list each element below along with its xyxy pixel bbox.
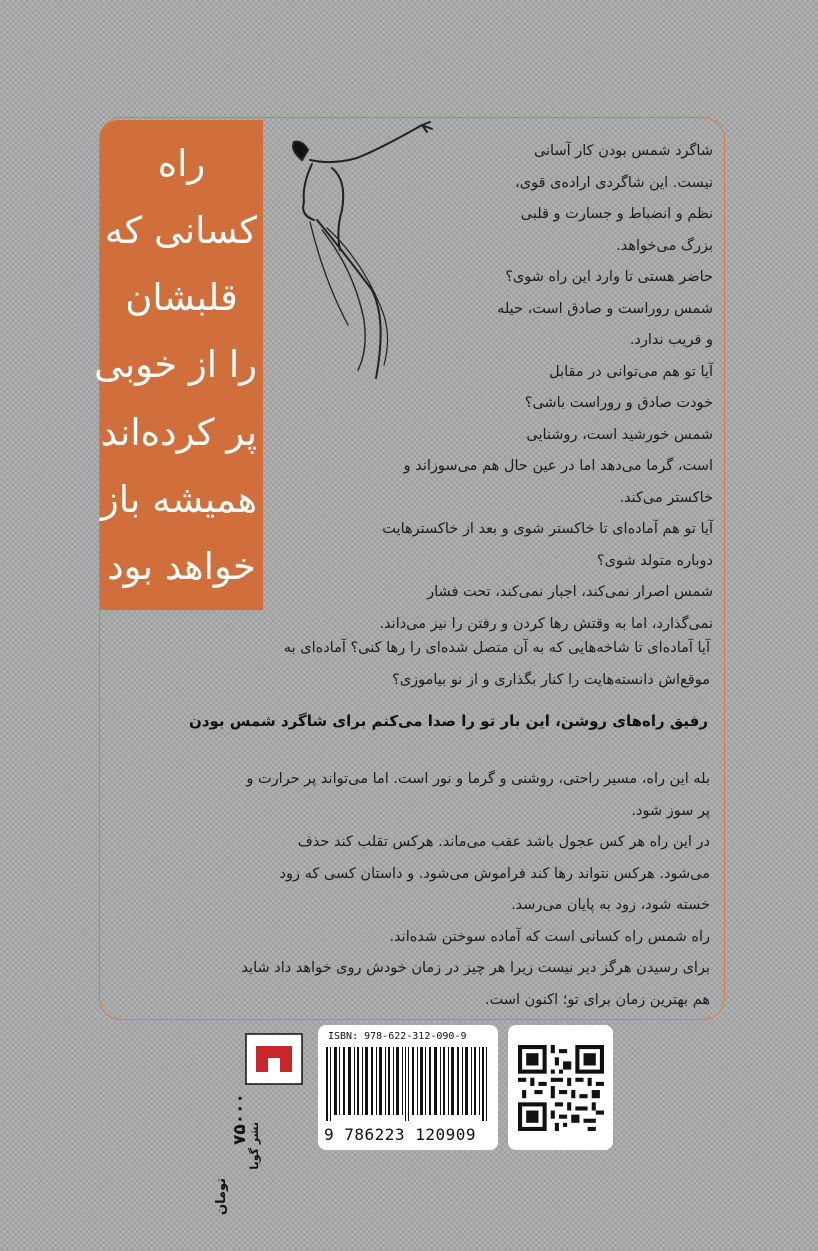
- lower-line: آیا آماده‌ای تا شاخه‌هایی که به آن متصل شده‌ای را رها کنی؟ آماده‌ای به: [283, 640, 710, 656]
- intro-line: شمس روراست و صادق است، حیله: [497, 300, 713, 317]
- lower-line: موقع‌اش دانسته‌هایت را کنار بگذاری و از نو بیاموزی؟: [392, 671, 710, 688]
- barcode-bars: [324, 1047, 492, 1121]
- orange-line-2: کسانی که: [104, 209, 257, 253]
- closing-line: می‌شود. هرکس نتواند رها کند فراموش می‌شود. و داستان کسی که زود: [279, 865, 710, 882]
- publisher-name: نشر گویا: [248, 1122, 261, 1170]
- middle-line: آیا تو هم آماده‌ای تا خاکستر شوی و بعد از خاکسترهایت: [382, 521, 713, 537]
- closing-line: پر سوز شود.: [631, 802, 710, 819]
- intro-line: نیست. این شاگردی اراده‌ی قوی،: [515, 174, 713, 191]
- intro-line: شاگرد شمس بودن کار آسانی: [533, 143, 713, 159]
- orange-line-1: راه: [157, 142, 206, 186]
- intro-line: بزرگ می‌خواهد.: [616, 237, 713, 254]
- closing-line: هم بهترین زمان برای تو؛ اکنون است.: [485, 991, 710, 1008]
- intro-line: و فریب ندارد.: [629, 332, 713, 348]
- middle-line: خاکستر می‌کند.: [619, 489, 713, 506]
- middle-line: شمس اصرار نمی‌کند، اجبار نمی‌کند، تحت فشار: [427, 584, 713, 600]
- price-unit: تومان: [214, 1177, 229, 1215]
- qr-code-pattern: [518, 1045, 604, 1131]
- orange-line-6: همیشه باز: [100, 477, 257, 521]
- closing-line: بله این راه، مسیر راحتی، روشنی و گرما و نور است. اما می‌تواند پر حرارت و: [246, 771, 710, 787]
- intro-line: خودت صادق و روراست باشی؟: [524, 395, 713, 411]
- orange-line-3: قلبشان: [125, 276, 238, 320]
- middle-line: نمی‌گذارد، اما به وقتش رها کردن و رفتن را نیز می‌داند.: [379, 615, 713, 632]
- orange-title-panel: [94, 120, 263, 610]
- intro-line: آیا تو هم می‌توانی در مقابل: [549, 363, 713, 380]
- middle-line: است، گرما می‌دهد اما در عین حال هم می‌سوزاند و: [403, 458, 713, 474]
- intro-line: نظم و انضباط و جسارت و قلبی: [520, 206, 713, 222]
- intro-line: حاضر هستی تا وارد این راه شوی؟: [505, 269, 713, 285]
- closing-line: در این راه هر کس عجول باشد عقب می‌ماند. هرکس تقلب کند حذف: [297, 834, 710, 850]
- closing-paragraph: [110, 764, 710, 1016]
- isbn-barcode: [318, 1025, 498, 1150]
- publisher-logo-icon: [244, 1032, 304, 1086]
- orange-line-7: خواهد بود: [107, 544, 256, 588]
- intro-line: شمس خورشید است، روشنایی: [526, 426, 713, 443]
- highlight-sentence: رفیق راه‌های روشن، این بار تو را صدا می‌کنم برای شاگرد شمس بودن: [189, 712, 708, 730]
- qr-code: [508, 1025, 613, 1150]
- closing-line: برای رسیدن هرگز دیر نیست زیرا هر چیز در زمان خودش روی خواهد داد شاید: [241, 960, 710, 976]
- price-value: ۷۵۰۰۰: [230, 1093, 250, 1145]
- middle-line: دوباره متولد شوی؟: [596, 552, 713, 569]
- closing-line: خسته شود، زود به پایان می‌رسد.: [511, 897, 710, 913]
- orange-line-4: را از خوبی: [94, 343, 257, 387]
- closing-line: راه شمس راه کسانی است که آماده سوختن شده‌اند.: [389, 928, 710, 945]
- barcode-number: 9 786223 120909: [324, 1125, 476, 1144]
- intro-paragraph: [413, 136, 713, 451]
- lower-paragraph: [110, 633, 710, 696]
- orange-line-5: پر کرده‌اند: [100, 410, 257, 454]
- isbn-label: ISBN: 978-622-312-090-9: [328, 1031, 467, 1042]
- middle-paragraph: [278, 451, 713, 640]
